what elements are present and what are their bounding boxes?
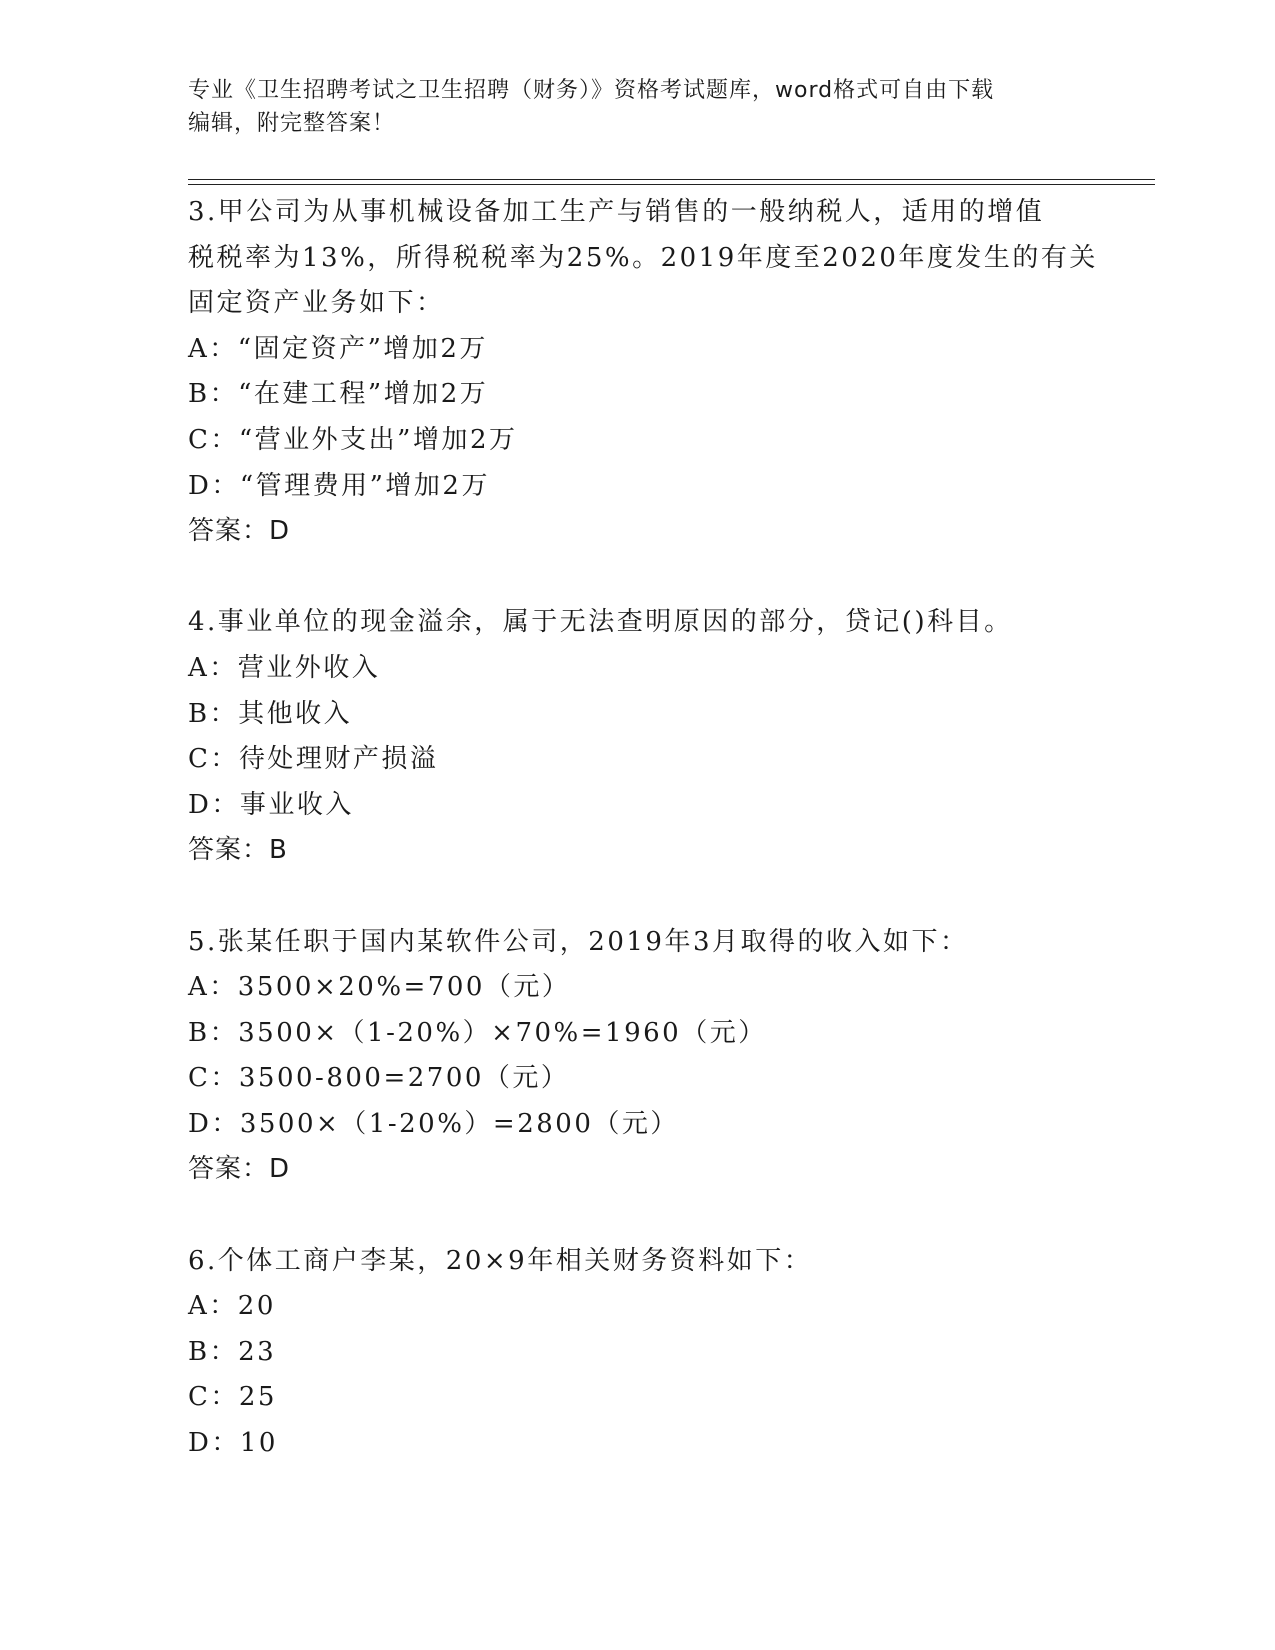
header-divider-bottom <box>188 184 1155 185</box>
option-b: B：23 <box>188 1336 277 1367</box>
header-line-1: 专业《卫生招聘考试之卫生招聘（财务）》资格考试题库，word格式可自由下载 <box>188 78 995 103</box>
question-spacer <box>188 555 1088 601</box>
option-a: A：“固定资产”增加2万 <box>188 333 488 364</box>
question-4 <box>188 600 1088 874</box>
question-6 <box>188 1239 1088 1467</box>
option-b: B：3500×（1-20%）×70%=1960（元） <box>188 1017 767 1048</box>
question-3 <box>188 190 1098 555</box>
question-stem-line: 3.甲公司为从事机械设备加工生产与销售的一般纳税人，适用的增值 <box>188 197 1045 227</box>
option-c: C：“营业外支出”增加2万 <box>188 424 518 455</box>
option-a: A：营业外收入 <box>188 652 381 683</box>
option-d: D：事业收入 <box>188 789 354 820</box>
question-spacer <box>188 874 1088 920</box>
answer-line: 答案：D <box>188 1154 291 1185</box>
question-stem-line: 5.张某任职于国内某软件公司，2019年3月取得的收入如下： <box>188 926 969 957</box>
answer-line: 答案：D <box>188 516 291 547</box>
option-b: B：“在建工程”增加2万 <box>188 379 489 410</box>
question-5 <box>188 920 1088 1194</box>
option-c: C：待处理财产损溢 <box>188 744 439 775</box>
document-header <box>188 74 1068 140</box>
option-d: D：10 <box>188 1428 278 1459</box>
option-d: D：“管理费用”增加2万 <box>188 470 490 501</box>
option-c: C：3500-800=2700（元） <box>188 1063 570 1094</box>
question-spacer <box>188 1193 1088 1239</box>
option-a: A：3500×20%=700（元） <box>188 972 571 1003</box>
question-stem-line: 固定资产业务如下： <box>188 288 445 319</box>
question-stem-line: 4.事业单位的现金溢余，属于无法查明原因的部分，贷记()科目。 <box>188 607 1013 638</box>
header-line-2: 编辑，附完整答案！ <box>188 111 396 136</box>
header-divider-top <box>188 179 1155 180</box>
question-stem-line: 6.个体工商户李某，20×9年相关财务资料如下： <box>188 1245 813 1276</box>
option-d: D：3500×（1-20%）=2800（元） <box>188 1108 679 1139</box>
option-c: C：25 <box>188 1382 277 1413</box>
question-stem-line: 税税率为13%，所得税税率为25%。2019年度至2020年度发生的有关 <box>188 242 1098 273</box>
question-list <box>188 190 1098 1467</box>
option-b: B：其他收入 <box>188 698 353 729</box>
answer-line: 答案：B <box>188 835 288 866</box>
option-a: A：20 <box>188 1291 276 1322</box>
